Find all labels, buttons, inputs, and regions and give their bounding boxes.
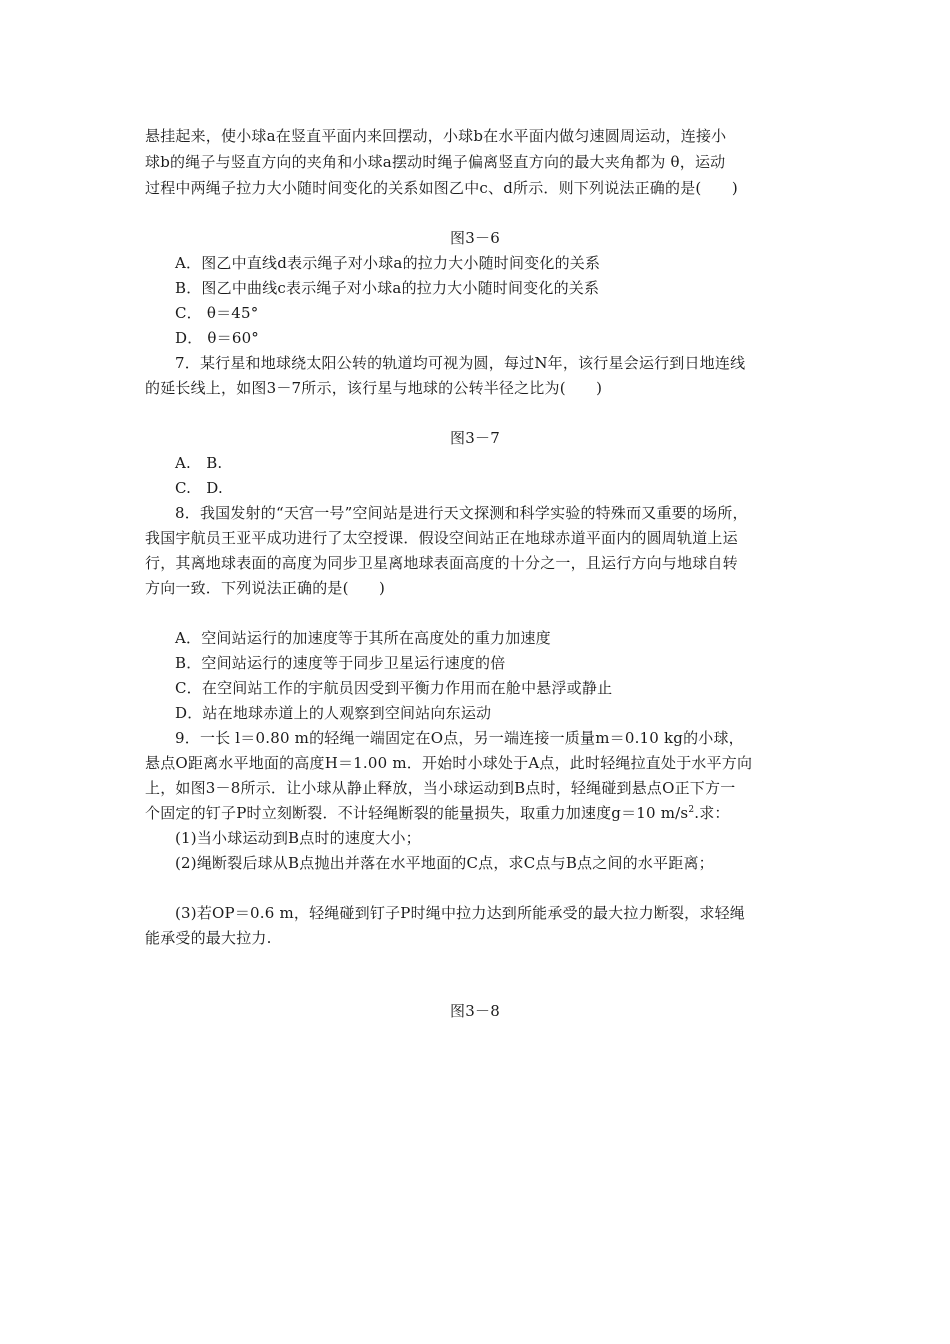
q6-line-2: 球b的绳子与竖直方向的夹角和小球a摆动时绳子偏离竖直方向的最大夹角都为 θ，运动 — [145, 153, 726, 171]
q8-line-1: 8．我国发射的“天宫一号”空间站是进行天文探测和科学实验的特殊而又重要的场所， — [175, 504, 748, 522]
q7-line-2: 的延长线上，如图3－7所示，该行星与地球的公转半径之比为( ) — [145, 379, 603, 397]
q6-line-3: 过程中两绳子拉力大小随时间变化的关系如图乙中c、d所示．则下列说法正确的是( ) — [145, 179, 738, 197]
q9-line-4-end: .求： — [694, 804, 730, 822]
q6-option-a: A．图乙中直线d表示绳子对小球a的拉力大小随时间变化的关系 — [175, 254, 601, 272]
q9-line-2: 悬点O距离水平地面的高度H＝1.00 m．开始时小球处于A点，此时轻绳拉直处于水平方向 — [145, 754, 753, 772]
q9-line-1: 9．一长 l＝0.80 m的轻绳一端固定在O点，另一端连接一质量m＝0.10 kg的小球， — [175, 729, 744, 747]
q9-subquestion-2: (2)绳断裂后球从B点抛出并落在水平地面的C点，求C点与B点之间的水平距离； — [175, 854, 714, 872]
figure-caption-3-8: 图3－8 — [450, 1002, 500, 1020]
q9-line-3: 上，如图3－8所示．让小球从静止释放，当小球运动到B点时，轻绳碰到悬点O正下方一 — [145, 779, 736, 797]
q9-subquestion-3-line-1: (3)若OP＝0.6 m，轻绳碰到钉子P时绳中拉力达到所能承受的最大拉力断裂，求轻绳 — [175, 904, 745, 922]
q9-subquestion-3-line-2: 能承受的最大拉力. — [145, 929, 272, 947]
q8-option-d: D．站在地球赤道上的人观察到空间站向东运动 — [175, 704, 492, 722]
q8-option-a: A．空间站运行的加速度等于其所在高度处的重力加速度 — [175, 629, 551, 647]
q7-options-cd: C. D. — [175, 479, 223, 497]
q7-options-ab: A. B. — [175, 454, 223, 472]
q6-option-b: B．图乙中曲线c表示绳子对小球a的拉力大小随时间变化的关系 — [175, 279, 600, 297]
q6-option-c: C． θ＝45° — [175, 304, 259, 322]
q8-line-4: 方向一致．下列说法正确的是( ) — [145, 579, 386, 597]
q6-line-1: 悬挂起来，使小球a在竖直平面内来回摆动，小球b在水平面内做匀速圆周运动，连接小 — [145, 127, 727, 145]
q8-line-3: 行，其离地球表面的高度为同步卫星离地球表面高度的十分之一，且运行方向与地球自转 — [145, 554, 738, 572]
figure-caption-3-7: 图3－7 — [450, 429, 500, 447]
q9-line-4-text: 个固定的钉子P时立刻断裂．不计轻绳断裂的能量损失，取重力加速度g＝10 m/s — [145, 804, 689, 822]
q9-unit-superscript: 2 — [688, 805, 695, 815]
q9-line-4 — [145, 803, 815, 823]
figure-caption-3-6: 图3－6 — [450, 229, 500, 247]
q8-option-c: C．在空间站工作的宇航员因受到平衡力作用而在舱中悬浮或静止 — [175, 679, 613, 697]
q8-option-b: B．空间站运行的速度等于同步卫星运行速度的倍 — [175, 654, 506, 672]
q9-subquestion-1: (1)当小球运动到B点时的速度大小； — [175, 829, 421, 847]
q7-line-1: 7．某行星和地球绕太阳公转的轨道均可视为圆，每过N年，该行星会运行到日地连线 — [175, 354, 746, 372]
q8-line-2: 我国宇航员王亚平成功进行了太空授课．假设空间站正在地球赤道平面内的圆周轨道上运 — [145, 529, 738, 547]
q6-option-d: D． θ＝60° — [175, 329, 260, 347]
